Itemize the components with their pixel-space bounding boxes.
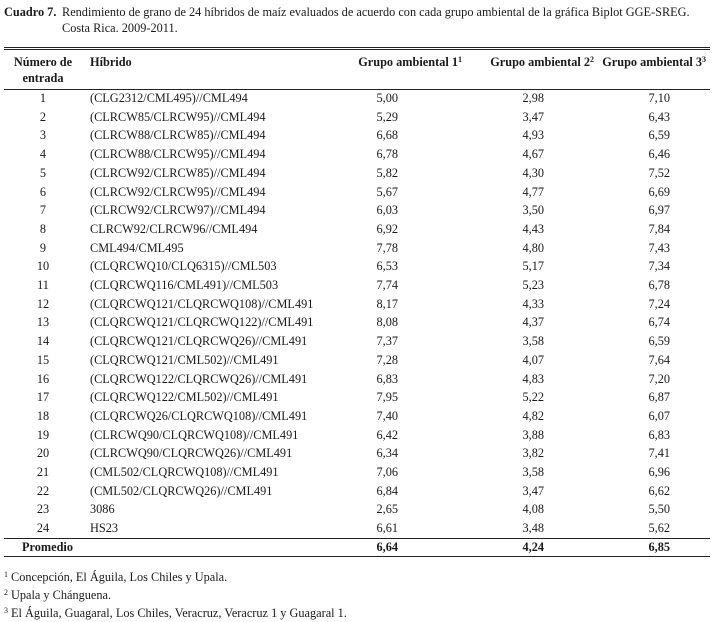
footnotes [4,568,710,622]
group1-value: 2,65 [376,502,398,517]
group3-value: 7,34 [648,259,670,274]
group2-value: 3,58 [522,334,544,349]
group3-value: 7,10 [648,91,670,105]
group1-value: 6,34 [376,446,398,461]
hybrid-name: (CLRCWQ90/CLQRCWQ108)//CML491 [90,427,299,442]
table-row [4,295,710,314]
entry-number: 15 [36,352,50,367]
header-rule [4,89,710,90]
entry-number: 7 [39,203,47,218]
header-group3-sup: 3 [702,55,706,64]
group3-value: 6,59 [648,334,670,349]
entry-number: 11 [37,278,49,293]
group2-value: 4,08 [522,502,544,517]
group3-value: 6,97 [648,203,670,218]
hybrid-name: (CLRCWQ90/CLQRCWQ26)//CML491 [90,446,293,461]
group1-value: 6,42 [376,427,398,442]
table-row [4,388,710,407]
group3-value: 6,96 [648,465,670,480]
header-group1-sup: 1 [458,55,462,64]
group3-value: 5,50 [648,502,670,517]
group2-value: 4,07 [522,352,544,367]
group1-value: 5,29 [376,109,398,124]
table-row [4,500,710,519]
group3-value: 7,24 [648,296,670,311]
hybrid-name: (CLQRCWQ116/CML491)//CML503 [90,278,279,293]
group2-value: 4,82 [522,408,544,423]
group2-value: 3,58 [522,465,544,480]
table-row [4,108,710,127]
group2-value: 4,77 [522,184,544,199]
header-group3 [598,53,710,89]
hybrid-name: (CLQRCWQ121/CLQRCWQ26)//CML491 [90,334,308,349]
group2-value: 3,47 [522,109,544,124]
hybrid-name: (CML502/CLQRCWQ26)//CML491 [90,483,273,498]
group2-value: 3,88 [522,427,544,442]
group2-value: 5,22 [522,390,544,405]
hybrid-name: 3086 [90,502,115,517]
group1-value: 6,53 [376,259,398,274]
group3-value: 6,69 [648,184,670,199]
group1-value: 7,28 [376,352,398,367]
hybrid-name: (CLQRCWQ122/CLQRCWQ26)//CML491 [90,371,308,386]
table-row [4,257,710,276]
table-row [4,426,710,445]
group3-value: 7,84 [648,221,670,236]
group2-value: 4,67 [522,147,544,162]
table-row [4,89,710,108]
hybrid-name: (CLQRCWQ26/CLQRCWQ108)//CML491 [90,408,308,423]
entry-number: 14 [36,334,50,349]
hybrid-name: (CML502/CLQRCWQ108)//CML491 [90,465,279,480]
group3-value: 6,59 [648,128,670,143]
hybrid-name: (CLQRCWQ121/CLQRCWQ108)//CML491 [90,296,314,311]
hybrid-name: CML494/CML495 [90,240,184,255]
footnote [4,604,710,622]
group3-value: 6,83 [648,427,670,442]
group2-value: 4,83 [522,371,544,386]
group1-value: 7,95 [376,390,398,405]
group1-value: 6,03 [376,203,398,218]
group2-value: 3,48 [522,521,544,536]
header-entry-line2: entrada [22,71,64,85]
hybrid-name: (CLRCW92/CLRCW97)//CML494 [90,203,266,218]
hybrid-name: (CLRCW85/CLRCW95)//CML494 [90,109,266,124]
entry-number: 23 [36,502,50,517]
header-row [4,53,710,89]
hybrid-name: (CLRCW92/CLRCW85)//CML494 [90,165,266,180]
average-bottom-rule [4,556,710,557]
entry-number: 19 [36,427,50,442]
group2-value: 4,80 [522,240,544,255]
group2-value: 3,82 [522,446,544,461]
header-group2-label: Grupo ambiental 2 [490,55,590,69]
footnote-mark: 1 [4,570,8,579]
top-rule-double [4,49,710,50]
entry-number: 17 [36,390,50,405]
footnote-text: Concepción, El Águila, Los Chiles y Upala. [11,570,228,584]
group3-value: 7,41 [648,446,670,461]
group1-value: 6,84 [376,483,398,498]
hybrid-name: (CLQRCWQ10/CLQ6315)//CML503 [90,259,277,274]
footnote-text: Upala y Chánguena. [11,588,112,602]
table-row [4,351,710,370]
table-row [4,482,710,501]
group2-value: 4,33 [522,296,544,311]
table-row [4,313,710,332]
hybrid-name: (CLRCW88/CLRCW85)//CML494 [90,128,266,143]
entry-number: 16 [36,371,50,386]
group3-value: 6,74 [648,315,670,330]
footnote-mark: 2 [4,588,8,597]
table-row [4,407,710,426]
caption-text: Rendimiento de grano de 24 híbridos de maíz evaluados de acuerdo con cada grupo ambiental de la gráfica Biplot GGE-SREG. Costa Rica. 2009-2011. [62,5,690,35]
header-group2 [466,53,598,89]
entry-number: 9 [39,240,47,255]
entry-number: 6 [39,184,47,199]
table-row [4,463,710,482]
entry-number: 10 [36,259,50,274]
group3-value: 6,43 [648,109,670,124]
header-group1 [330,53,466,89]
group3-value: 6,62 [648,483,670,498]
table-row [4,201,710,220]
table-row [4,183,710,202]
entry-number: 18 [36,408,50,423]
group1-value: 7,06 [376,465,398,480]
table-row [4,276,710,295]
yield-table [4,53,710,556]
footnote [4,568,710,586]
group1-value: 6,78 [376,147,398,162]
group2-value: 4,30 [522,165,544,180]
average-group3: 6,85 [648,539,670,554]
group3-value: 7,64 [648,352,670,367]
average-group2: 4,24 [522,539,544,554]
table-body [4,89,710,556]
table-row [4,220,710,239]
hybrid-name: CLRCW92/CLRCW96//CML494 [90,221,258,236]
group2-value: 4,93 [522,128,544,143]
group3-value: 7,52 [648,165,670,180]
group2-value: 5,23 [522,278,544,293]
group1-value: 6,83 [376,371,398,386]
group2-value: 3,50 [522,203,544,218]
group3-value: 6,87 [648,390,670,405]
group1-value: 8,17 [376,296,398,311]
average-top-rule [4,538,710,539]
average-group1: 6,64 [376,539,398,554]
table-row [4,126,710,145]
header-group1-label: Grupo ambiental 1 [358,55,458,69]
group3-value: 7,43 [648,240,670,255]
group3-value: 6,78 [648,278,670,293]
hybrid-name: (CLQRCWQ121/CML502)//CML491 [90,352,279,367]
entry-number: 3 [39,128,47,143]
caption-label: Cuadro 7. [4,5,57,19]
entry-number: 2 [39,109,47,124]
header-entry [4,53,82,89]
table-row [4,370,710,389]
table-row [4,519,710,538]
footnote-mark: 3 [4,606,8,615]
group1-value: 5,82 [376,165,398,180]
group1-value: 7,40 [376,408,398,423]
entry-number: 20 [36,446,50,461]
group1-value: 6,61 [376,521,398,536]
entry-number: 24 [36,521,50,536]
hybrid-name: HS23 [90,521,119,536]
header-hybrid: Híbrido [90,55,132,69]
hybrid-name: (CLG2312/CML495)//CML494 [90,91,248,105]
entry-number: 8 [39,221,47,236]
group1-value: 8,08 [376,315,398,330]
group2-value: 4,43 [522,221,544,236]
group2-value: 4,37 [522,315,544,330]
average-row [4,538,710,556]
table-row [4,164,710,183]
header-entry-line1: Número de [13,55,73,69]
group1-value: 7,78 [376,240,398,255]
entry-number: 13 [36,315,50,330]
group1-value: 6,68 [376,128,398,143]
group2-value: 2,98 [522,91,544,105]
hybrid-name: (CLQRCWQ122/CML502)//CML491 [90,390,279,405]
table-row [4,239,710,258]
entry-number: 22 [36,483,50,498]
group3-value: 6,07 [648,408,670,423]
group3-value: 6,46 [648,147,670,162]
hybrid-name: (CLRCW88/CLRCW95)//CML494 [90,147,266,162]
hybrid-name: (CLQRCWQ121/CLQRCWQ122)//CML491 [90,315,314,330]
entry-number: 4 [39,147,47,162]
group1-value: 6,92 [376,221,398,236]
entry-number: 12 [36,296,50,311]
header-group2-sup: 2 [590,55,594,64]
entry-number: 5 [39,165,47,180]
group2-value: 5,17 [522,259,544,274]
group1-value: 5,67 [376,184,398,199]
group1-value: 5,00 [376,91,398,105]
group1-value: 7,37 [376,334,398,349]
footnote [4,586,710,604]
table-row [4,145,710,164]
hybrid-name: (CLRCW92/CLRCW95)//CML494 [90,184,266,199]
group3-value: 7,20 [648,371,670,386]
group3-value: 5,62 [648,521,670,536]
footnote-text: El Águila, Guagaral, Los Chiles, Veracruz, Veracruz 1 y Guagaral 1. [11,606,347,620]
group2-value: 3,47 [522,483,544,498]
header-group3-label: Grupo ambiental 3 [602,55,702,69]
table-row [4,444,710,463]
group1-value: 7,74 [376,278,398,293]
entry-number: 21 [36,465,50,480]
average-label: Promedio [22,539,74,554]
top-rule [4,47,710,48]
entry-number: 1 [39,91,47,105]
table-row [4,332,710,351]
